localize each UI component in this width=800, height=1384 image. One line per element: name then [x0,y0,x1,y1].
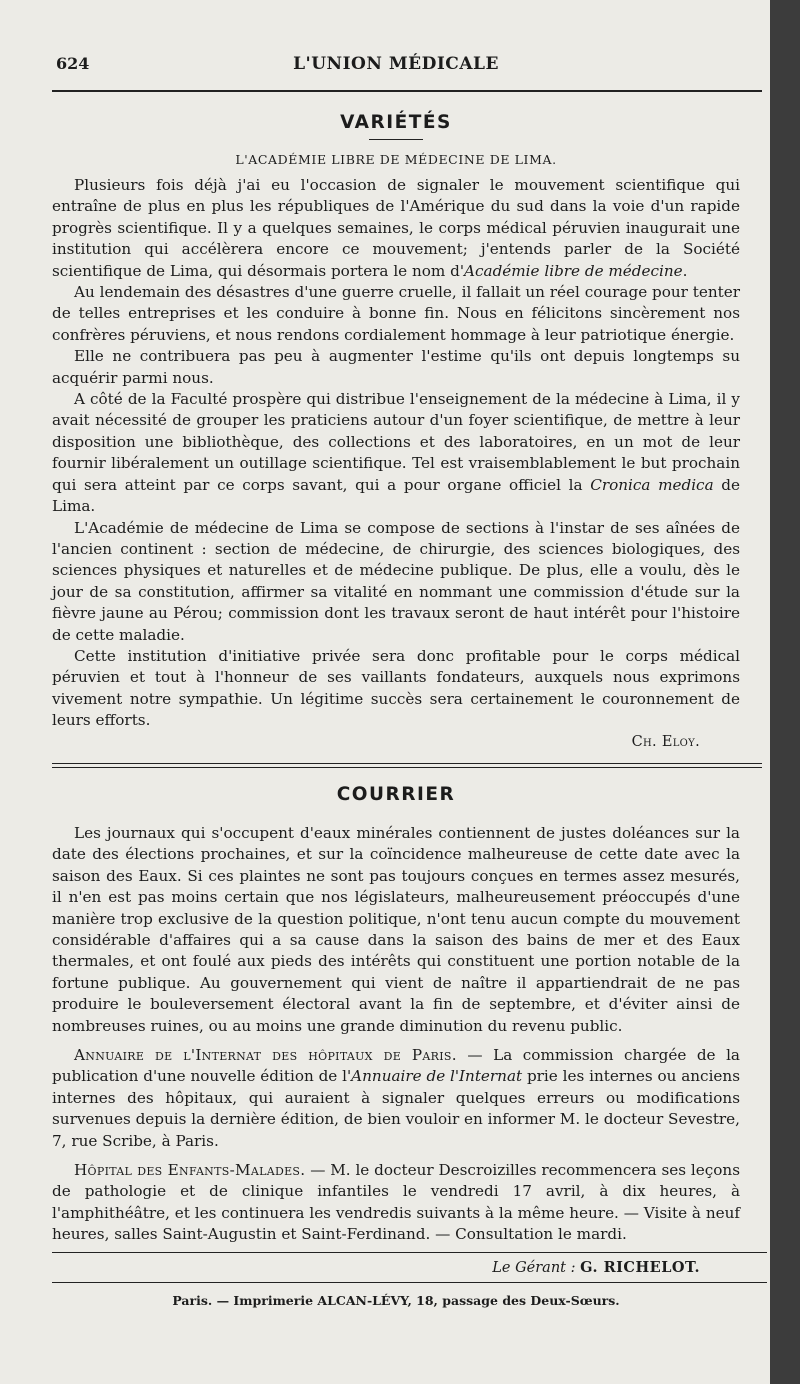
courrier-title: COURRIER [336,783,456,805]
varietes-paragraph-5: L'Académie de médecine de Lima se compose de sections à l'instar de ses aînées de l'ancien continent : section de médecine, de chirurgie, des sciences biologiques, des sciences physiques et naturelles et de médecine publique. De plus, elle a voulu, dès le jour de sa constitution, affirmer sa vitalité en nommant une commission d'étude sur la fièvre jaune au Pérou; commission dont les travaux seront de haut intérêt pour l'histoire de cette maladie. [52,518,740,644]
courrier-intro-paragraph: Les journaux qui s'occupent d'eaux minérales contiennent de justes doléances sur la date des élections prochaines, et sur la coïncidence malheureuse de cette date avec la saison des Eaux. Si ces plaintes ne sont pas toujours conçues en termes assez mesurés, il n'en est pas moins certain que nos législateurs, malheureusement préoccupés d'une manière trop exclusive de la question politique, n'ont tenu aucun compte du mouvement considérable d'affaires qui a sa cause dans la saison des bains de mer et des Eaux thermales, et ont foulé aux pieds des intérêts qui constituent une portion notable de la fortune publique. Au gouvernement qui vient de naître il appartiendrait de ne pas produire le bouleversement électoral avant la fin de septembre, et d'éviter ainsi de nombreuses ruines, ou au moins une grande diminution du revenu public. [52,823,740,1035]
news-item-annuaire: Annuaire de l'Internat des hôpitaux de Paris. — La commission chargée de la publication d'une nouvelle édition de l'Annuaire de l'Internat prie les internes ou anciens internes des hôpitaux, qui auraient à signaler quelques erreurs ou modifications survenues depuis la dernière édition, de bien vouloir en informer M. le docteur Sevestre, 7, rue Scribe, à Paris. [52,1046,740,1150]
news-item-heading: Hôpital des Enfants-Malades. [74,1161,306,1180]
title-underline [369,139,423,140]
gerant-line: Le Gérant : G. RICHELOT. [492,1258,700,1276]
news-item-heading: Annuaire de l'Internat des hôpitaux de Paris. [74,1046,457,1065]
varietes-title: VARIÉTÉS [340,112,452,133]
varietes-paragraph-4: A côté de la Faculté prospère qui distribue l'enseignement de la médecine à Lima, il y avait nécessité de grouper les praticiens autour d'un foyer scientifique, de mettre à leur disposition une bibliothèque, des collections et des laboratoires, en un mot de leur fournir libéralement un outillage scientifique. Tel est vraisemblablement le but prochain qui sera atteint par ce corps savant, qui a pour organe officiel la Cronica medica de Lima. [52,390,740,516]
header-rule [52,90,762,92]
running-head [52,54,740,84]
varietes-paragraph-6: Cette institution d'initiative privée sera donc profitable pour le corps médical péruvien et tout à l'honneur de ses vaillants fondateurs, auxquels nous exprimons vivement notre sympathie. Un légitime succès sera certainement le couronnement de leurs efforts. [52,646,740,730]
author-signature: Ch. Eloy. [631,733,700,750]
page-number: 624 [56,54,90,73]
varietes-paragraph-2: Au lendemain des désastres d'une guerre cruelle, il fallait un réel courage pour tenter de telles entreprises et les conduire à bonne fin. Nous en félicitons sincèrement nos confrères péruviens, et nous rendons cordialement hommage à leur patriotique énergie. [52,283,740,344]
journal-title: L'UNION MÉDICALE [293,54,499,74]
news-item-hopital: Hôpital des Enfants-Malades. — M. le docteur Descroizilles recommencera ses leçons de pathologie et de clinique infantiles le vendredi 17 avril, à dix heures, à l'amphithéâtre, et les continuera les vendredis suivants à la même heure. — Visite à neuf heures, salles Saint-Augustin et Saint-Ferdinand. — Consultation le mardi. [52,1161,740,1244]
courrier-section [52,784,740,1246]
footer-rule [52,1252,767,1253]
varietes-section [52,112,740,753]
section-double-rule [52,763,762,768]
varietes-paragraph-3: Elle ne contribuera pas peu à augmenter l'estime qu'ils ont depuis longtemps su acquérir parmi nous. [52,347,740,387]
footer-rule-lower [52,1282,767,1283]
printer-imprint: Paris. — Imprimerie ALCAN-LÉVY, 18, passage des Deux-Sœurs. [172,1292,620,1308]
article-subtitle: L'ACADÉMIE LIBRE DE MÉDECINE DE LIMA. [235,152,557,167]
varietes-paragraph-1: Plusieurs fois déjà j'ai eu l'occasion de signaler le mouvement scientifique qui entraîne de plus en plus les républiques de l'Amérique du sud dans la voie d'un rapide progrès scientifique. Il y a quelques semaines, le corps médical péruvien inaugurait une institution qui accélèrera encore ce mouvement; j'entends parler de la Société scientifique de Lima, qui désormais portera le nom d'Académie libre de médecine. [52,176,740,280]
